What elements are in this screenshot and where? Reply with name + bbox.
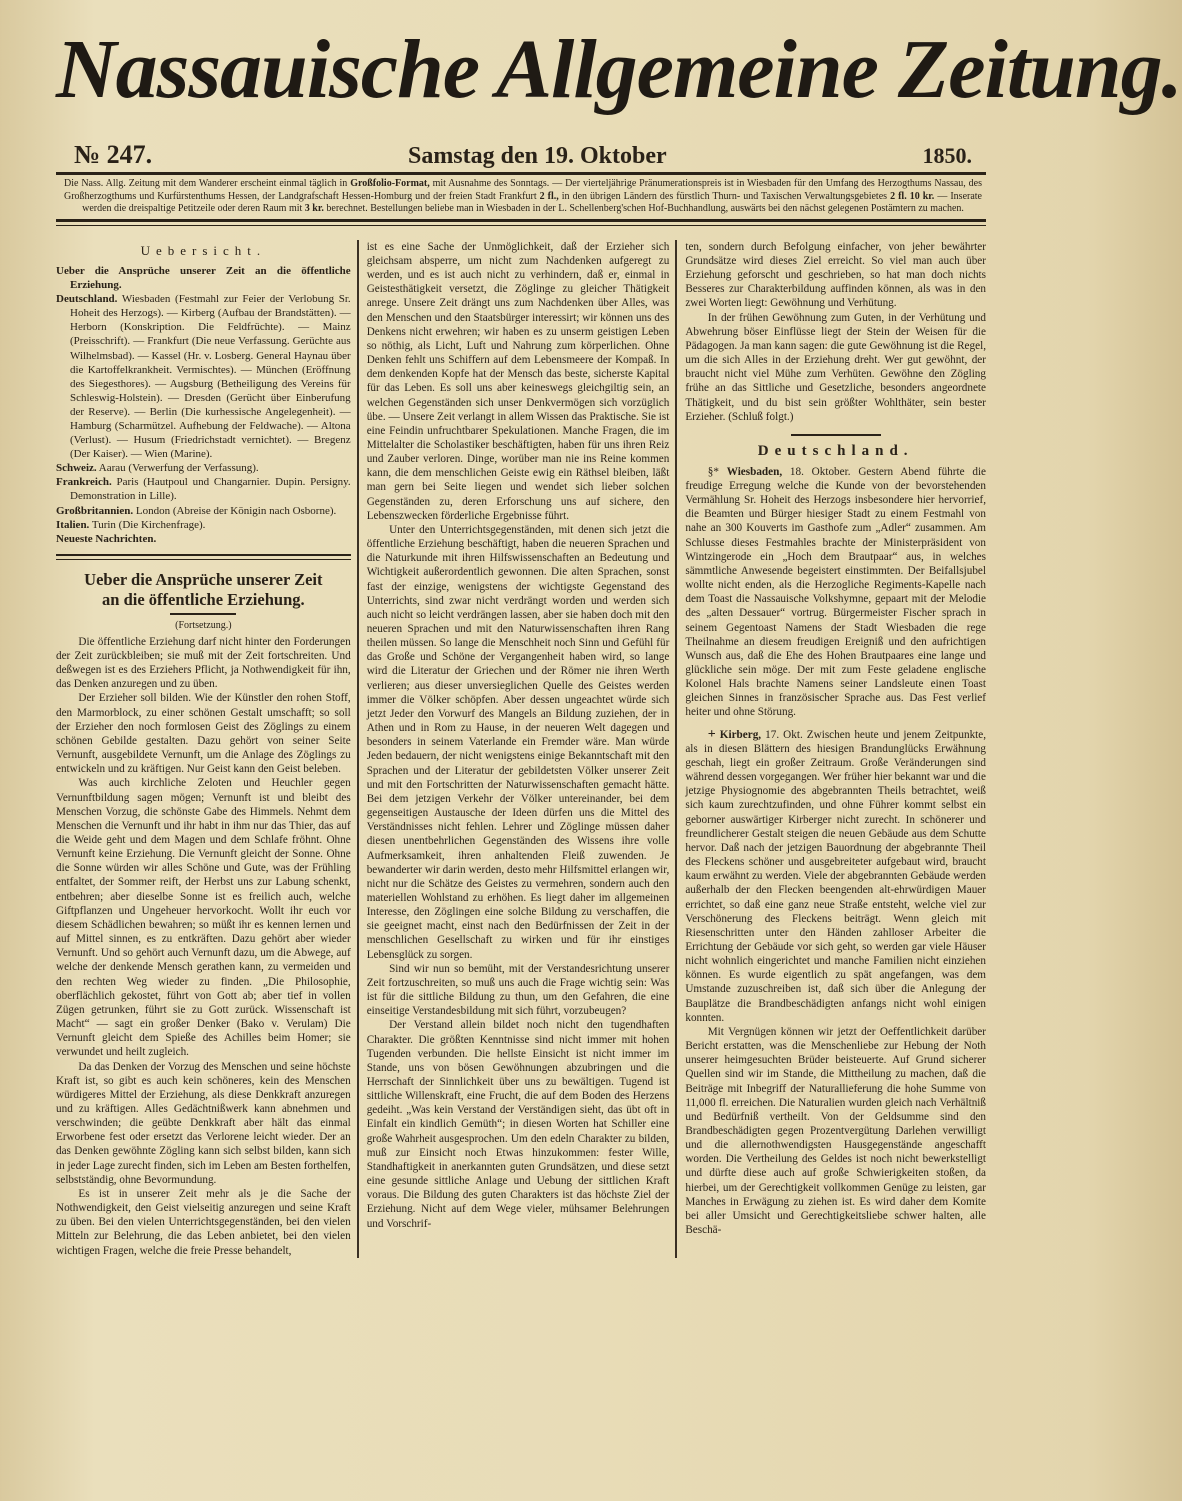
overview-item (56, 461, 351, 475)
article-paragraph: Was auch kirchliche Zeloten und Heuchler gegen Vernunftbildung sagen mögen; Vernunft ist und bleibt des Menschen Vorzug, die schönste Gabe des Himmels. Nehmt dem Menschen die Vernunft und ihr habt in ihm nur das Thier, das auf die Weide geht und dem Magen und dem Schlafe fröhnt. Ohne Vernunft keine Erziehung. Die Vernunft gleicht der Sonne. Ohne die Sonne würden wir alles Schöne und Gute, was der Frühling entfaltet, der Sommer reift, der Herbst uns zur Labung schenkt, entbehren; aber dieselbe Sonne ist es freilich auch, welche Giftpflanzen und Ungeheuer hervorkocht. Wollt ihr euch vor diesem Schädlichen bewahren; so müßt ihr es kennen lernen und auf Mittel sinnen, es zu entkräften. Dazu gehört aber wieder Vernunft. Und so gehört auch Vernunft dazu, um die Abwege, auf welche der denkende Mensch gerathen kann, zu vermeiden und den rechten Weg wieder zu finden. „Die Philosophie, oberflächlich gekostet, führt von Gott ab; aber tief in vollen Zügen getrunken, führt sie zu Gott zurück. Wissenschaft ist Macht“ — sagt ein großer Denker (Bako v. Verulam) Die Vernunft gleicht dem Spieße des Achilles beim Homer; sie verwundet und heilt zugleich. (56, 777, 351, 1059)
column-3 (675, 240, 986, 1258)
article-paragraph: Da das Denken der Vorzug des Menschen und seine höchste Kraft ist, so gibt es auch kein schöneres, kein des Menschen würdigeres Mittel der Erziehung, als diese Denkkraft anzuregen und zu kräftigen. Alles Gedächtnißwerk kann abnehmen und verschwinden; die geübte Denkkraft aber hält das einmal Erworbene fest oder ersetzt das Verlorene leicht wieder. Der an das Denken gewöhnte Zögling kann sich selbst bilden, kann sich in jeder Lage zurecht finden, sich im Leben am Besten forthelfen, selbstständig, ohne Bevormundung. (56, 1060, 351, 1186)
notice-text: in den übrigen Ländern des fürstlich Thurn- und Taxischen Verwaltungsgebietes (558, 190, 891, 202)
columns (56, 240, 986, 1258)
news-text: Zwischen heute und jenem Zeitpunkte, als in diesen Blättern des hiesigen Brandunglücks Erwähnung geschah, liegt ein großer Zeitraum. Große Veränderungen sind während dessen vorgegangen. Wer früher hier bekannt war und die jetzige Physiognomie des abgebrannten Theils betrachtet, weiß sich kaum zurechtzufinden, und ohne Führer kommt selbst ein geborner auswärtiger Kirberger nicht zurecht. In schönerer und freundlicherer Gestalt steigen die neuen Gebäude aus dem Schutte hervor. Daß nach der jetzigen Bauordnung der abgebrannte Theil des Fleckens schöner und ausgebreiteter aufgebaut wird, braucht kaum erwähnt zu werden. Viele der abgebrannten Gebäude werden außerhalb der den Flecken beengenden alt-ehrwürdigen Mauer errichtet, so daß eine ganz neue Straße entsteht, welche viel zur Verschönerung des Fleckens beiträgt. Wenn gleich mit Riesenschritten unter den Händen zahlloser Arbeiter die Errichtung der Gebäude vor sich geht, so werden gar viele Häuser nicht wohnlich eingerichtet und manche Familien nicht einziehen können. Es wurde eigentlich zu spät angefangen, was dem Umstande zuzuschreiben ist, daß sich über die Anlegung der Bauplätze die Brandbeschädigten anfangs nicht wohl einigen konnten. (685, 728, 987, 1024)
overview-item (56, 518, 351, 532)
news-text: Gestern Abend führte die freudige Erregung welche die Kunde von der bevorstehenden Vermählung Sr. Hoheit des Herzogs insbesondere hier hervorrief, die Beamten und Bürger hiesiger Stadt zu einem Festmahl von nahe an 300 Kouverts im Gasthofe zum „Adler“ zusammen. Am Schlusse dieses Festmahles brachte der Ministerpräsident von Wintzingerode ein „Hoch dem Brautpaar“ aus, in welches sämmtliche Anwesende begeistert einstimmten. Der Beifallsjubel wollte nicht enden, als die Herzogliche Regiments-Kapelle nach dem Toast die Nassauische Volkshymne, gepaart mit der Melodie des „alten Dessauer“ vortrug. Bürgermeister Fischer sprach in seinem Gegentoast Namens der Stadt Wiesbaden die rege Theilnahme an diesem freudigen Ereigniß und den aufrichtigen Wunsch aus, daß die Ehe des Hohen Brautpaares eine lange und glückliche sein möge. Der mit zum Feste geladene englische Kolonel Hals brachte Namens seiner Landsleute einen Toast gleichen Sinnes in französischer Sprache aus. Das Fest verlief heiter und ohne Störung. (685, 465, 987, 719)
masthead-title: Nassauische Allgemeine Zeitung. (56, 23, 1182, 116)
article-paragraph: Der Verstand allein bildet noch nicht den tugendhaften Charakter. Die größten Kenntnisse sind nicht immer mit hohen Tugenden verbunden. Die hellste Einsicht ist nicht immer im Stande, uns von bösen Gewöhnungen abzubringen und die Herrschaft der Sinnlichkeit über uns zu bewältigen. Tugend ist sittliche Willenskraft, eine Frucht, die auf dem Boden des Herzens gedeiht. „Was kein Verstand der Verständigen sieht, das übt oft in Einfalt ein kindlich Gemüth“; in diesen Worten hat Schiller eine große Wahrheit ausgesprochen. Um den edeln Charakter zu bilden, muß zur Einsicht noch Etwas hinzukommen: fester Wille, Standhaftigkeit in anerkannten guten Grundsätzen, und diese setzt eine gesunde sittliche Anlage und Uebung der sittlichen Kraft voraus. Die Bildung des guten Charakters ist das höchste Ziel der Erziehung. Nicht auf dem Wege vieler, mühsamer Belehrungen und Vorschrif- (366, 1019, 670, 1230)
overview-item-head: Deutschland. (56, 293, 118, 306)
article-paragraph: In der frühen Gewöhnung zum Guten, in der Verhütung und Abwehrung böser Einflüsse liegt der Stein der Weisen für die Pädagogen. Ja man kann sagen: die gute Gewöhnung ist die Regel, um die sich Alles in der Erziehung dreht. Wer gut gewöhnt, der braucht nicht viel Mühe zum Verhüten. Gewöhne den Zögling frühe an das Sittliche und Gesetzliche, besonders angeordnete Thätigkeit, und du bist sein größter Wohlthäter, sein bester Erzieher. (Schluß folgt.) (685, 311, 986, 423)
section-separator (56, 554, 351, 560)
overview-item-head: Großbritannien. (56, 504, 134, 517)
article-paragraph: Unter den Unterrichtsgegenständen, mit denen sich jetzt die öffentliche Erziehung beschäftigt, haben die neueren Sprachen und die Naturkunde mit ihren Hilfswissenschaften an Bedeutung und Wichtigkeit außerordentlich gewonnen. Die alten Sprachen, sonst fast der einzige, wenigstens der wichtigste Gegenstand des Unterrichts, sind zwar nicht verdrängt worden und werden sich auch nicht so leicht verdrängen lassen, aber sie haben doch mit den neueren Sprachen und mit den Naturwissenschaften ihren Rang theilen müssen. So lange die Menschheit noch Sinn und Gefühl für das Große und Schöne der Vergangenheit haben wird, so lange wird die Literatur der Griechen und der Römer nie ihren Werth verlieren; aus dieser unversieglichen Quelle des Geistes werden immer die Völker schöpfen. Aber dessen ungeachtet würde sich jetzt Jeder den Vorwurf des Mangels an Bildung zuziehen, der in Athen und in Rom zu Hause, in der neueren Welt dagegen und besonders in seinem Vaterlande ein Fremder wäre. Man würde Jeden bedauern, der nicht wenigstens einige Bekanntschaft mit den Sprachen und der Literatur der gebildetsten Völker unserer Zeit und mit den Fortschritten der Naturwissenschaften gemacht hätte. Bei dem jetzigen Verkehr der Völker untereinander, bei dem gegenseitigen Austausche der Ideen dürfen uns die Mittel des Verständnisses nicht fehlen. Lehrer und Zöglinge müssen daher diesen unentbehrlichen Gegenständen des Wissens ihre volle Aufmerksamkeit, ihren anhaltenden Fleiß zuwenden. Je bewanderter wir darin werden, desto mehr Hilfsmittel erlangen wir, nicht nur die Schätze des Geistes zu vermehren, sondern auch den materiellen Wohlstand zu erhöhen. Es liegt daher im allgemeinen Interesse, den Zöglingen eine solche Bildung zu verschaffen, die sie geeignet macht, einst nach den Bedürfnissen der Zeit in der menschlichen Gesellschaft zu wirken und für ihr einstiges Lebensglück zu sorgen. (366, 523, 670, 961)
notice-price: 2 fl., (539, 190, 559, 202)
overview-item (56, 475, 351, 503)
article-title-line: Ueber die Ansprüche unserer Zeit (84, 569, 323, 589)
news-place: Wiesbaden, (726, 465, 783, 478)
column-1 (56, 240, 357, 1258)
notice-price: 2 fl. 10 kr. (890, 190, 935, 202)
overview-item-body: Aarau (Verwerfung der Verfassung). (98, 462, 259, 475)
news-item-wiesbaden (685, 465, 986, 720)
column-2 (357, 240, 676, 1258)
overview-title: Uebersicht. (140, 242, 267, 258)
overview-item-head: Italien. (56, 518, 90, 531)
news-paragraph: Mit Vergnügen können wir jetzt der Oeffentlichkeit darüber Bericht erstatten, was die Menschenliebe zur Hebung der Noth unserer heimgesuchten Brüder beisteuerte. Auf Grund sicherer Quellen sind wir im Stande, die Mittheilung zu machen, daß die Beiträge mit Inbegriff der Naturallieferung die hohe Summe von 11,000 fl. erreichen. Die Naturalien wurden gleich nach Verhältniß und Bedürfniß vertheilt. Von der Geldsumme sind den Brandbeschädigten gegen Prozentvergütung Darlehen verwilligt und die allernothwendigsten Hausgegenstände angeschafft worden. Die Vertheilung des Geldes ist noch nicht bewerkstelligt und dürfte diese auch auf große Schwierigkeiten stoßen, da hierbei, um der Gerechtigkeit vollkommen Genüge zu leisten, gar Manches in Erwägung zu ziehen ist. Es wird daher dem Komite bei aller Umsicht und Gerechtigkeitsliebe schwer halten, alle Beschä- (685, 1025, 986, 1237)
continued-note: (Fortsetzung.) (175, 619, 232, 631)
section-title-germany: Deutschland. (757, 442, 914, 459)
overview-item-body: Turin (Die Kirchenfrage). (91, 518, 206, 531)
article-paragraph: ist es eine Sache der Unmöglichkeit, daß der Erzieher sich gleichsam absperre, um nicht zum Nachdenken aufgeregt zu werden, und es ist auch nicht zu verhindern, daß er, einmal in Geistesthätigkeit versetzt, die Zöglinge zu gleicher Thätigkeit anrege. Unsere Zeit drängt uns zum Nachdenken über Alles, was den Menschen und den Staatsbürger interessirt; wir können uns des Denkens nicht erwehren; wir haben es zu unserm geistigen Leben so nöthig, als Licht, Luft und Nahrung zum körperlichen. Ohne Denken fehlt uns Schiffern auf dem Lebensmeere der Kompaß. In dem denkenden Kopfe hat der Mensch das beste, sicherste Kapital für das Leben. Es soll uns aber keineswegs gleichgiltig sein, an welchen Gegenständen sich unser Denkvermögen sich vorzüglich übe. — Unsere Zeit verlangt in allem Wissen das Praktische. Sie ist eine Feindin unfruchtbarer Spekulationen. Manche Fragen, die im Mittelalter die Scholastiker beschäftigten, haben für uns ihren Reiz und Zauber verloren. Dinge, worüber man nie ins Reine kommen kann, die dem menschlichen Geiste ewig ein Räthsel bleiben, läßt man gern bei Seite liegen und wendet sich lieber solchen Gegenständen zu, deren Erforschung uns auf sichere, den Lebenszwecken förderliche Ergebnisse führt. (366, 240, 670, 522)
overview-item (56, 504, 351, 518)
subscription-notice (56, 175, 986, 219)
section-rule (791, 434, 881, 436)
notice-format: Großfolio-Format, (350, 178, 430, 189)
article-paragraph: Die öffentliche Erziehung darf nicht hinter den Forderungen der Zeit zurückbleiben; sie muß mit der Zeit fortschreiten. Und deßwegen ist es des Erziehers Pflicht, ja Nothwendigkeit für ihn, das Denken anzuregen und zu üben. (56, 635, 351, 691)
correspondent-mark: §* (707, 465, 719, 478)
article-paragraph: Der Erzieher soll bilden. Wie der Künstler den rohen Stoff, den Marmorblock, zu einer schönen Gestalt umschafft; so soll der Erzieher den noch formlosen Geist des Zöglings zu einem schönen Gebilde gestalten. Dazu gehört von seiner Seite Vernunft, ausgebildete Vernunft, um die Anlage des Zöglings zu entwickeln und zu kräftigen. Nur Geist kann den Geist beleben. (56, 692, 351, 776)
overview-item-head: Ueber die Ansprüche unserer Zeit an die öffentliche Erziehung. (56, 264, 351, 292)
overview-item-body: Wiesbaden (Festmahl zur Feier der Verlobung Sr. Hoheit des Herzogs). — Kirberg (Aufbau der Brandstätten). — Herborn (Konskription. Die Feldfrüchte). — Mainz (Preisschrift). — Frankfurt (Die neue Verfassung. Gerüchte aus Wilhelmsbad). — Kassel (Hr. v. Losberg. General Haynau über die Kartoffelkrankheit. Vermischtes). — München (Eröffnung des Siegesthores). — Augsburg (Betheiligung des Vereins für Schleswig-Holstein). — Dresden (Gerücht über Einberufung der Reserve). — Berlin (Die kurhessische Angelegenheit). — Hamburg (Scharmützel. Aufhebung der Feldwache). — Altona (Verlust). — Husum (Friedrichstadt vernichtet). — Bregenz (Der Kaiser). — Wien (Marine). (70, 293, 351, 461)
overview-item-head: Frankreich. (56, 476, 112, 489)
news-date: 17. Okt. (765, 728, 803, 741)
article-paragraph: Es ist in unserer Zeit mehr als je die Sache der Nothwendigkeit, den Geist vielseitig anzuregen und seine Kraft zu üben. Bei den vielen Unterrichtsgegenständen, bei den vielen Mitteln zur Belehrung, die das Leben anbietet, bei den vielen wichtigen Fragen, welche die freie Presse behandelt, (56, 1187, 351, 1257)
title-rule (170, 613, 236, 615)
issue-year: 1850. (922, 143, 972, 168)
dateline (56, 134, 986, 172)
article-paragraph: Sind wir nun so bemüht, mit der Verstandesrichtung unserer Zeit fortzuschreiten, so muß uns auch die Frage wichtig sein: Was ist für die sittliche Bildung zu thun, um den Gefahren, die eine einseitige Verstandesbildung mit sich führt, vorzubeugen? (366, 962, 670, 1018)
notice-text: berechnet. Bestellungen beliebe man in Wiesbaden in der L. Schellenberg'schen Hof-Buchhandlung, auswärts bei den nächst gelegenen Postämtern zu machen. (323, 203, 964, 215)
news-item-kirberg (685, 728, 986, 1025)
overview-item (56, 264, 351, 292)
overview-item-head: Schweiz. (56, 462, 97, 475)
notice-text: Die Nass. Allg. Zeitung mit dem Wanderer erscheint einmal täglich in (64, 178, 351, 189)
news-date: 18. Oktober. (789, 465, 851, 478)
overview-item-body: London (Abreise der Königin nach Osborne). (135, 504, 337, 517)
overview-item (56, 532, 351, 546)
header-rule-bottom (56, 219, 986, 226)
issue-number: № 247. (74, 140, 153, 169)
overview-item-body: Paris (Hautpoul und Changarnier. Dupin. Persigny. Demonstration in Lille). (70, 476, 351, 503)
article-paragraph: ten, sondern durch Befolgung einfacher, von jeher bewährter Grundsätze wird dieses Ziel erreicht. So viel man auch über Erziehung geforscht und geschrieben, so hat man doch nichts Besseres zur Charakterbildung auffinden können, als was in den zwei Worten liegt: Gewöhnung und Verhütung. (685, 240, 986, 310)
article-title-line: an die öffentliche Erziehung. (102, 589, 305, 609)
issue-date: Samstag den 19. Oktober (407, 143, 667, 169)
spacer (685, 720, 986, 728)
overview-item-head: Neueste Nachrichten. (56, 532, 157, 545)
notice-text: — Inserate werden die dreispaltige Petitzeile oder deren Raum mit (82, 190, 982, 215)
article-title (56, 570, 351, 610)
news-place: Kirberg, (719, 728, 762, 741)
overview-item (56, 292, 351, 461)
notice-price: 3 kr. (304, 203, 324, 215)
notice-text: mit Ausnahme des Sonntags. — Der vierteljährige Pränumerationspreis ist in Wiesbaden für den Umfang des Herzogthums Nassau, des Großherzogthums und Kurfürstenthums Hessen, der Landgrafschaft Hessen-Homburg und der freien Stadt Frankfurt (64, 178, 983, 202)
correspondent-mark: + (707, 726, 716, 742)
